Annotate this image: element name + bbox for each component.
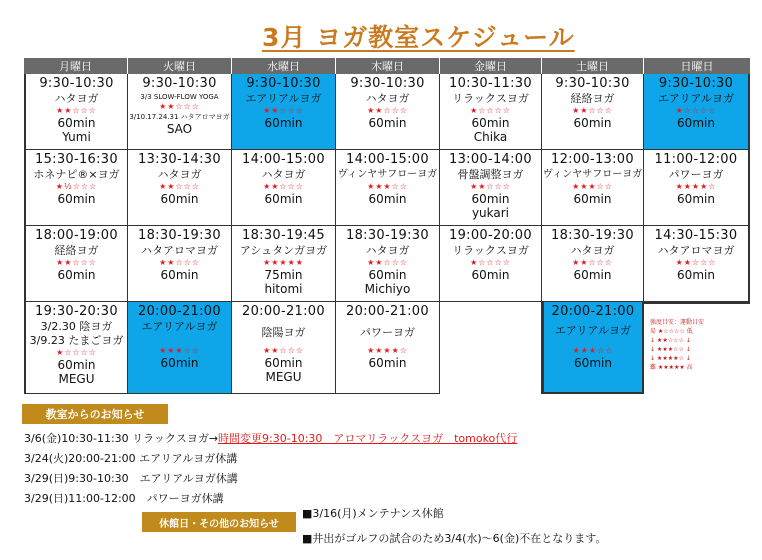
- intensity-stars: ★★☆☆☆: [263, 106, 304, 115]
- intensity-stars: ★☆☆☆☆: [56, 348, 97, 357]
- closure-notice-label: 休館日・その他のお知らせ: [142, 512, 296, 532]
- class-duration: 60min: [573, 268, 612, 282]
- intensity-stars: ★½☆☆☆: [55, 182, 98, 191]
- class-duration: 60min: [160, 356, 199, 370]
- class-time: 18:30-19:30: [346, 228, 429, 243]
- class-name: リラックスヨガ: [452, 244, 529, 257]
- class-time: 10:30-11:30: [449, 76, 532, 91]
- instructor-name: MEGU: [58, 372, 95, 386]
- class-cell: [542, 302, 644, 394]
- class-cell: [24, 150, 128, 226]
- class-time: 20:00-21:00: [138, 304, 221, 319]
- class-time: 20:00-21:00: [551, 304, 635, 319]
- class-name: 経絡ヨガ: [570, 92, 615, 105]
- class-name: ハタアロマヨガ: [657, 244, 735, 257]
- class-name: ハタヨガ: [365, 244, 410, 257]
- class-duration: 60min: [160, 268, 199, 282]
- class-name: 3/2.30 陰ヨガ: [40, 320, 113, 333]
- class-cell: [24, 74, 128, 150]
- intensity-stars: ★★☆☆☆: [159, 258, 200, 267]
- class-cell: [644, 74, 750, 150]
- news-item-text: 3/6(金)10:30-11:30 リラックスヨガ→: [24, 432, 219, 445]
- intensity-stars: ★★☆☆☆: [56, 106, 97, 115]
- day-header-tue: 火曜日: [128, 58, 232, 74]
- class-cell: [542, 226, 644, 302]
- class-name: エアリアルヨガ: [141, 320, 218, 333]
- class-duration: 60min: [368, 268, 407, 282]
- class-time: 9:30-10:30: [246, 76, 321, 91]
- intensity-stars: ★★☆☆☆: [367, 106, 408, 115]
- intensity-stars: ★★★☆☆: [367, 182, 408, 191]
- day-header-wed: 水曜日: [232, 58, 336, 74]
- class-cell: [542, 150, 644, 226]
- class-duration: 60min: [368, 356, 407, 370]
- news-item: 3/29(日)11:00-12:00 パワーヨガ休講: [24, 492, 224, 505]
- class-cell: [128, 150, 232, 226]
- class-time: 18:30-19:30: [551, 228, 634, 243]
- closure-notice-item: ■井出がゴルフの試合のため3/4(水)～6(金)不在となります。: [302, 532, 607, 545]
- class-time: 9:30-10:30: [658, 76, 734, 91]
- class-time: 15:30-16:30: [35, 152, 118, 167]
- class-name: ハタヨガ: [54, 92, 99, 105]
- class-cell: [24, 226, 128, 302]
- instructor-name: yukari: [471, 206, 510, 220]
- intensity-stars: ★★☆☆☆: [675, 258, 717, 267]
- class-cell: [440, 74, 542, 150]
- intensity-stars: ★★★★☆: [367, 346, 408, 355]
- class-duration: 60min: [160, 192, 199, 206]
- intensity-stars: ★★☆☆☆: [572, 258, 613, 267]
- class-cell: [232, 226, 336, 302]
- class-name: ハタアロマヨガ: [141, 244, 218, 257]
- legend-row: 難 ★★★★★ 高: [650, 364, 693, 371]
- page-title: 3月 ヨガ教室スケジュール: [262, 23, 575, 52]
- class-name: アシュタンガヨガ: [239, 244, 328, 257]
- class-cell: [232, 302, 336, 394]
- intensity-stars: ★★☆☆☆: [159, 182, 200, 191]
- class-name: ヴィンヤサフローヨガ: [337, 169, 438, 180]
- class-cell: [440, 226, 542, 302]
- class-duration: 60min: [471, 268, 510, 282]
- class-duration: 60min: [677, 192, 715, 206]
- class-name: 3/3 SLOW-FLOW YOGA: [140, 93, 219, 101]
- class-duration: 60min: [471, 192, 510, 206]
- class-duration: 60min: [677, 116, 715, 130]
- news-label: 教室からのお知らせ: [22, 404, 168, 424]
- class-time: 14:30-15:30: [654, 228, 738, 243]
- class-name: パワーヨガ: [360, 326, 415, 339]
- instructor-name: SAO: [166, 122, 193, 136]
- class-duration: 60min: [57, 116, 96, 130]
- class-duration: 60min: [573, 192, 612, 206]
- intensity-stars: ★★★★★: [263, 258, 304, 267]
- class-duration: 60min: [57, 358, 96, 372]
- legend-row: ↓ ★★☆☆☆ ↓: [650, 337, 691, 344]
- intensity-stars: ★★☆☆☆: [56, 258, 97, 267]
- class-time: 9:30-10:30: [142, 76, 217, 91]
- day-header-sat: 土曜日: [542, 58, 644, 74]
- class-cell: [24, 302, 128, 394]
- class-time: 19:30-20:30: [35, 304, 118, 319]
- intensity-stars: ★★★☆☆: [572, 346, 614, 355]
- class-duration: 60min: [264, 356, 303, 370]
- class-note: 3/10.17.24.31 ハタアロマヨガ: [129, 113, 230, 121]
- instructor-name: Chika: [473, 130, 508, 144]
- class-time: 9:30-10:30: [555, 76, 630, 91]
- news-item: [24, 430, 517, 446]
- class-time: 20:00-21:00: [242, 304, 325, 319]
- instructor-name: hitomi: [264, 282, 303, 296]
- class-duration: 60min: [471, 116, 510, 130]
- class-duration: 75min: [264, 268, 303, 282]
- legend-row: ↓ ★★★★☆ ↓: [650, 355, 691, 362]
- class-cell: [128, 226, 232, 302]
- class-cell: [336, 302, 440, 394]
- class-time: 13:00-14:00: [449, 152, 532, 167]
- class-name: 骨盤調整ヨガ: [457, 168, 524, 181]
- class-time: 20:00-21:00: [346, 304, 429, 319]
- class-duration: 60min: [264, 192, 303, 206]
- empty-cell: [440, 302, 542, 394]
- class-name: ヴィンヤサフローヨガ: [542, 169, 643, 180]
- news-item: 3/29(日)9:30-10:30 エアリアルヨガ休講: [24, 472, 238, 485]
- instructor-name: Yumi: [62, 130, 91, 144]
- intensity-stars: ★★☆☆☆: [470, 182, 511, 191]
- class-time: 9:30-10:30: [39, 76, 114, 91]
- news-change-link[interactable]: 時間変更9:30-10:30 アロマリラックスヨガ tomoko代行: [218, 432, 518, 445]
- class-cell: [232, 150, 336, 226]
- class-cell: [336, 226, 440, 302]
- day-header-fri: 金曜日: [440, 58, 542, 74]
- schedule-table: [24, 58, 750, 394]
- day-header-mon: 月曜日: [24, 58, 128, 74]
- intensity-stars: ★★☆☆☆: [263, 346, 304, 355]
- intensity-stars: ★★★☆☆: [159, 346, 200, 355]
- intensity-stars: ★★★☆☆: [572, 182, 613, 191]
- day-header-sun: 日曜日: [644, 58, 750, 74]
- class-cell: [336, 74, 440, 150]
- class-time: 18:00-19:00: [35, 228, 118, 243]
- class-time: 12:00-13:00: [551, 152, 634, 167]
- class-cell: [232, 74, 336, 150]
- class-time: 18:30-19:45: [242, 228, 325, 243]
- class-time: 13:30-14:30: [138, 152, 221, 167]
- class-time: 11:00-12:00: [654, 152, 738, 167]
- class-time: 14:00-15:00: [242, 152, 325, 167]
- class-name-alt: 3/9.23 たまごヨガ: [29, 334, 124, 347]
- class-name: ハタヨガ: [365, 92, 410, 105]
- intensity-stars: ★★☆☆☆: [572, 106, 613, 115]
- intensity-stars: ★★★★☆: [675, 182, 717, 191]
- class-name: エアリアルヨガ: [657, 92, 735, 105]
- class-duration: 60min: [677, 268, 715, 282]
- legend-row: ↓ ★★★☆☆ ↓: [650, 346, 691, 353]
- intensity-stars: ★☆☆☆☆: [675, 106, 717, 115]
- intensity-stars: ★★☆☆☆: [367, 258, 408, 267]
- class-duration: 60min: [573, 116, 612, 130]
- intensity-stars: ★★☆☆☆: [159, 102, 200, 111]
- class-cell: [440, 150, 542, 226]
- class-name: ハタヨガ: [261, 168, 306, 181]
- class-name: エアリアルヨガ: [245, 92, 322, 105]
- closure-notice-item: ■3/16(月)メンテナンス休館: [302, 507, 444, 520]
- class-time: 18:30-19:30: [138, 228, 221, 243]
- class-name: リラックスヨガ: [452, 92, 529, 105]
- class-duration: 60min: [264, 116, 303, 130]
- class-duration: 60min: [574, 356, 612, 370]
- class-cell: [644, 226, 750, 302]
- legend-title: 強度目安：運動目安: [650, 319, 705, 326]
- class-duration: 60min: [368, 192, 407, 206]
- class-cell: [336, 150, 440, 226]
- intensity-stars: ★★☆☆☆: [263, 182, 304, 191]
- intensity-legend: [644, 302, 750, 394]
- class-cell: [128, 74, 232, 150]
- legend-row: 易 ★☆☆☆☆ 低: [650, 328, 693, 335]
- class-time: 14:00-15:00: [346, 152, 429, 167]
- class-name: パワーヨガ: [668, 168, 724, 181]
- class-duration: 60min: [368, 116, 407, 130]
- class-duration: 60min: [57, 192, 96, 206]
- instructor-name: Michiyo: [364, 282, 411, 296]
- class-name: 経絡ヨガ: [54, 244, 99, 257]
- day-header-thu: 木曜日: [336, 58, 440, 74]
- news-item: 3/24(火)20:00-21:00 エアリアルヨガ休講: [24, 452, 238, 465]
- class-name: ハタヨガ: [157, 168, 202, 181]
- class-duration: 60min: [57, 268, 96, 282]
- class-time: 9:30-10:30: [350, 76, 425, 91]
- class-cell: [644, 150, 750, 226]
- class-time: 19:00-20:00: [449, 228, 532, 243]
- class-cell: [128, 302, 232, 394]
- class-name: ハタヨガ: [570, 244, 615, 257]
- class-name: エアリアルヨガ: [554, 324, 632, 337]
- instructor-name: MEGU: [265, 370, 302, 384]
- class-name: ホネナピ®×ヨガ: [33, 168, 120, 181]
- intensity-stars: ★☆☆☆☆: [470, 258, 511, 267]
- class-cell: [542, 74, 644, 150]
- class-name: 陰陽ヨガ: [261, 326, 306, 339]
- intensity-stars: ★☆☆☆☆: [470, 106, 511, 115]
